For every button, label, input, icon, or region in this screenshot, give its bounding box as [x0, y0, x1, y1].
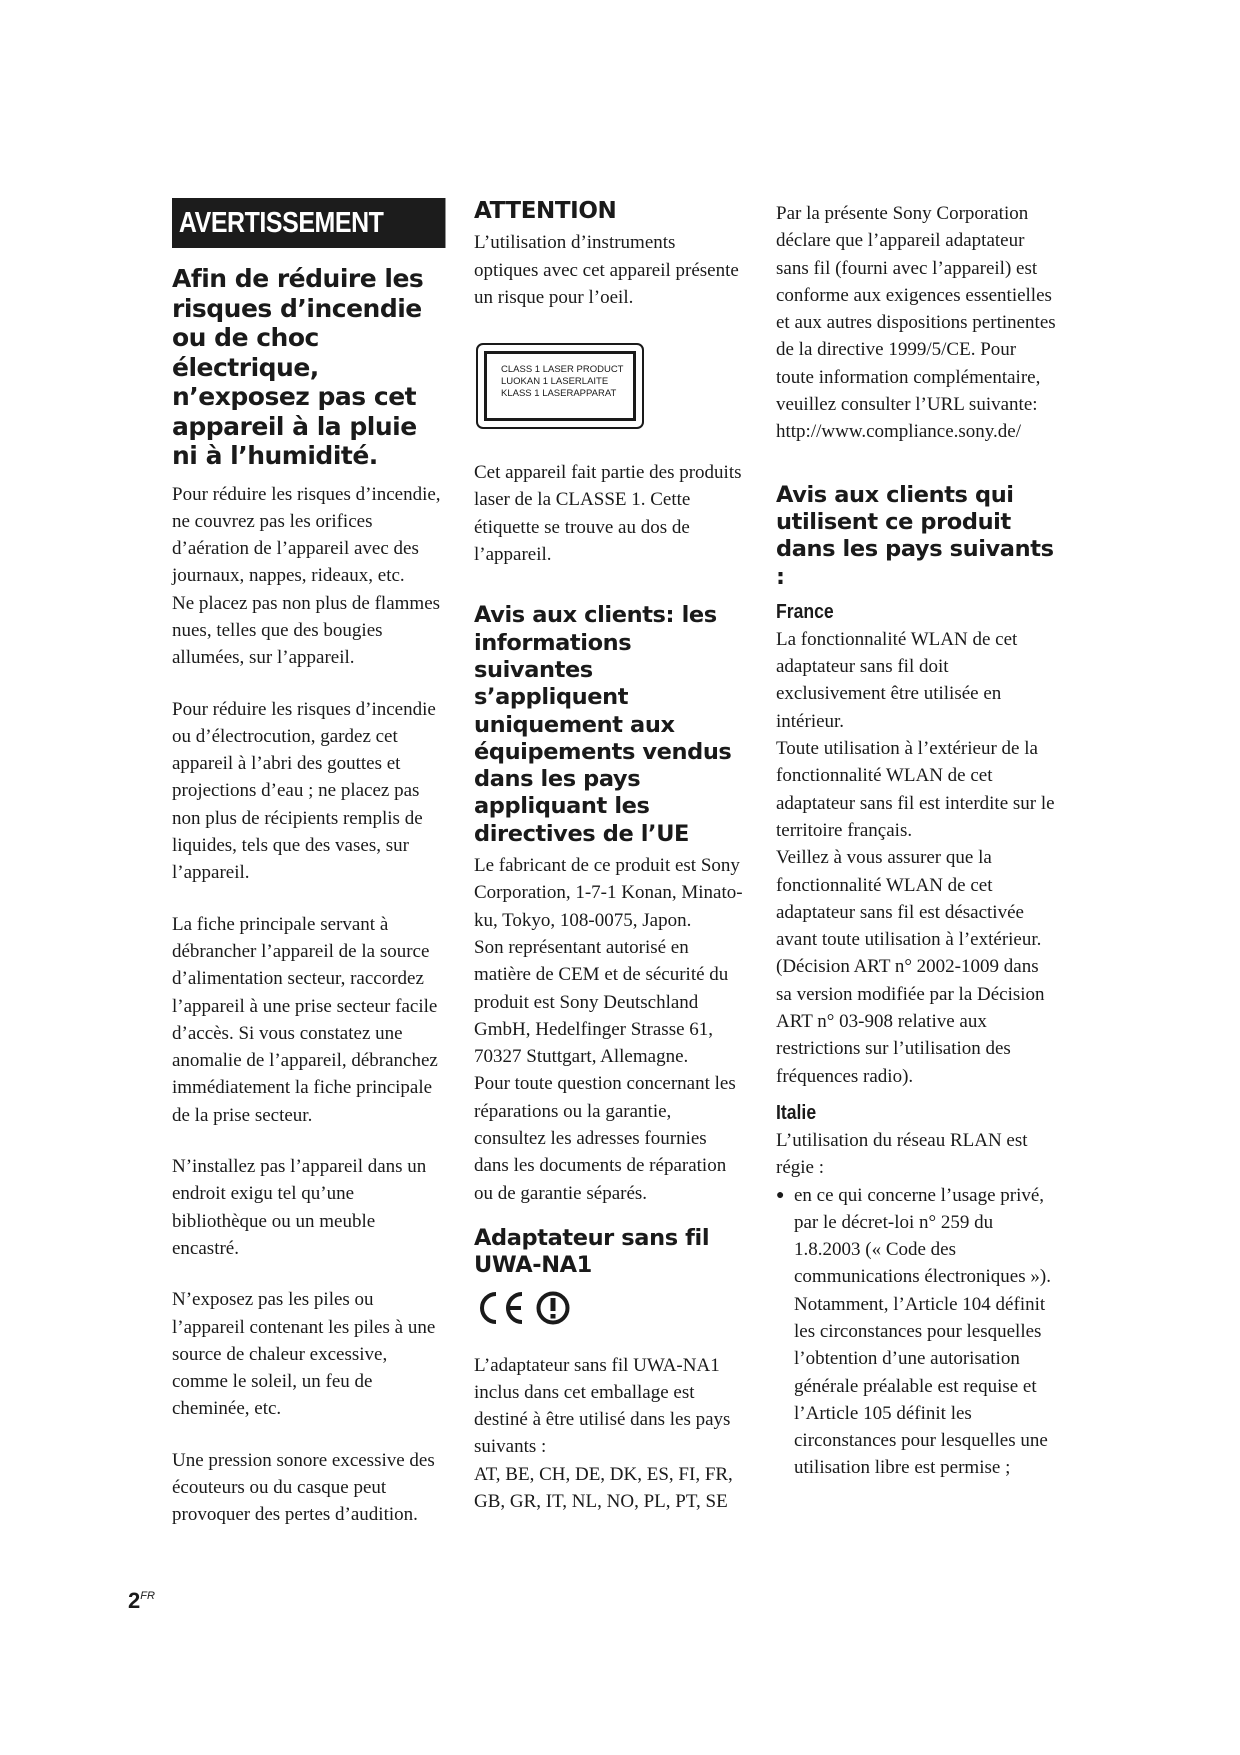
- paragraph: Toute utilisation à l’extérieur de la fonctionnalité WLAN de cet adaptateur sans fil est interdite sur le territoire français.: [776, 738, 1055, 841]
- paragraph: La fonctionnalité WLAN de cet adaptateur sans fil doit exclusivement être utilisée en intérieur.: [776, 628, 1018, 732]
- compliance-marks: [474, 1290, 744, 1326]
- paragraph: N’installez pas l’appareil dans un endroit exigu tel qu’une bibliothèque ou un meuble encastré.: [172, 1156, 427, 1259]
- paragraph: L’utilisation d’instruments optiques avec cet appareil présente un risque pour l’oeil.: [474, 232, 739, 308]
- france-heading: France: [776, 600, 834, 623]
- warning-banner: AVERTISSEMENT: [172, 198, 445, 248]
- column-1: [172, 198, 442, 1529]
- countries-notice-heading: Avis aux clients qui utilisent ce produit dans les pays suivants :: [776, 481, 1054, 590]
- column-3: [776, 200, 1056, 1482]
- paragraph: Cet appareil fait partie des produits laser de la CLASSE 1. Cette étiquette se trouve au dos de l’appareil.: [474, 462, 742, 566]
- laser-label-line: LUOKAN 1 LASERLAITE: [501, 376, 609, 388]
- page-number-value: 2: [128, 1588, 141, 1613]
- paragraph: Ne placez pas non plus de flammes nues, telles que des bougies allumées, sur l’appareil.: [172, 592, 441, 669]
- paragraph: N’exposez pas les piles ou l’appareil contenant les piles à une source de chaleur excessive, comme le soleil, un feu de cheminée, etc.: [172, 1289, 436, 1420]
- laser-label-line: KLASS 1 LASERAPPARAT: [501, 388, 617, 400]
- list-item: ● en ce qui concerne l’usage privé, par le décret-loi n° 259 du 1.8.2003 (« Code des communications électroniques »). Notamment, l’Article 104 définit les circonstances pour lesquelles l’obtention d’une autorisation générale préalable est requise et l’Article 105 définit les circonstances pour lesquelles une utilisation libre est permise ;: [776, 1182, 1056, 1482]
- country-list: AT, BE, CH, DE, DK, ES, FI, FR, GB, GR, IT, NL, NO, PL, PT, SE: [474, 1463, 733, 1512]
- ce-mark-icon: [474, 1290, 526, 1326]
- column-2: [474, 198, 744, 1515]
- italie-bullet-list: [776, 1182, 1056, 1482]
- laser-label-line: CLASS 1 LASER PRODUCT: [501, 364, 624, 376]
- paragraph: Pour réduire les risques d’incendie ou d’électrocution, gardez cet appareil à l’abri des gouttes et projections d’eau ; ne placez pas non plus de récipients remplis de liquides, tels que des vases, sur l’appareil.: [172, 698, 436, 884]
- paragraph: Le fabricant de ce produit est Sony Corporation, 1-7-1 Konan, Minato-ku, Tokyo, 108-0075, Japon.: [474, 855, 743, 931]
- attention-heading: ATTENTION: [474, 198, 617, 224]
- paragraph: Veillez à vous assurer que la fonctionnalité WLAN de cet adaptateur sans fil est désactivée avant toute utilisation à l’extérieur. (Décision ART n° 2002-1009 dans sa version modifiée par la Décision ART n° 03-908 relative aux restrictions sur l’utilisation des fréquences radio).: [776, 847, 1045, 1087]
- page-number: [128, 1588, 155, 1614]
- laser-product-label: [476, 343, 644, 429]
- italie-heading: Italie: [776, 1101, 817, 1124]
- paragraph: Une pression sonore excessive des écouteurs ou du casque peut provoquer des pertes d’audition.: [172, 1449, 435, 1526]
- paragraph: Pour toute question concernant les réparations ou la garantie, consultez les adresses fournies dans les documents de réparation ou de garantie séparés.: [474, 1073, 736, 1204]
- paragraph: L’adaptateur sans fil UWA-NA1 inclus dans cet emballage est destiné à être utilisé dans les pays suivants :: [474, 1354, 731, 1458]
- laser-label-inner: [484, 351, 636, 421]
- paragraph: Pour réduire les risques d’incendie, ne couvrez pas les orifices d’aération de l’appareil avec des journaux, nappes, rideaux, etc.: [172, 483, 441, 587]
- declaration-paragraph: Par la présente Sony Corporation déclare que l’appareil adaptateur sans fil (fourni avec l’appareil) est conforme aux exigences essentielles et aux autres dispositions pertinentes de la directive 1999/5/CE. Pour toute information complémentaire, veuillez consulter l’URL suivante: http://www.compliance.sony.de/: [776, 203, 1056, 443]
- page-language-suffix: FR: [140, 1590, 155, 1602]
- warning-heading: Afin de réduire les risques d’incendie ou de choc électrique, n’exposez pas cet appareil à la pluie ni à l’humidité.: [172, 264, 424, 470]
- eu-notice-heading: Avis aux clients: les informations suivantes s’appliquent uniquement aux équipements vendus dans les pays appliquant les directives de l’UE: [474, 602, 732, 847]
- paragraph: Son représentant autorisé en matière de CEM et de sécurité du produit est Sony Deutschland GmbH, Hedelfinger Strasse 61, 70327 Stuttgart, Allemagne.: [474, 936, 729, 1068]
- paragraph: L’utilisation du réseau RLAN est régie :: [776, 1129, 1028, 1179]
- paragraph: La fiche principale servant à débrancher l’appareil de la source d’alimentation secteur, raccordez l’appareil à une prise secteur facile d’accès. Si vous constatez une anomalie de l’appareil, débranchez immédiatement la fiche principale de la prise secteur.: [172, 913, 438, 1126]
- alert-class-icon: [536, 1291, 570, 1325]
- adapter-heading: Adaptateur sans fil UWA-NA1: [474, 1224, 710, 1279]
